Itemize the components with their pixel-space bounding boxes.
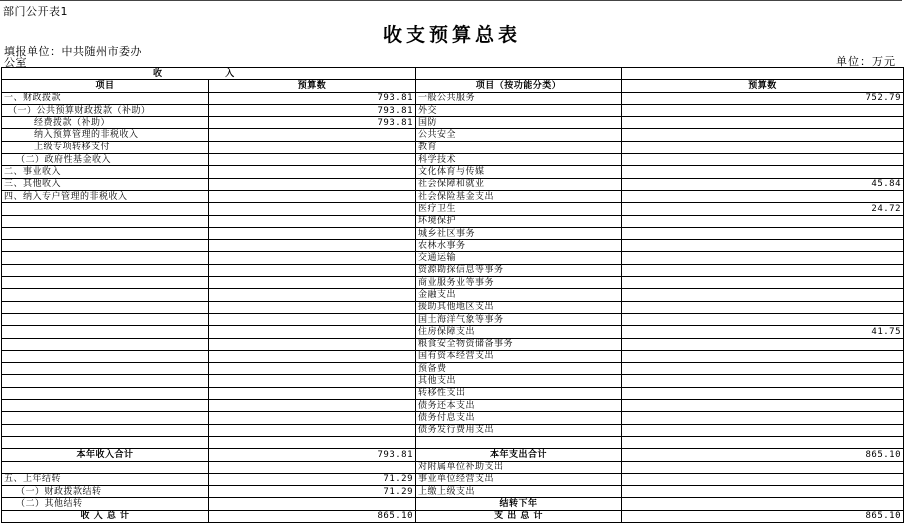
income-value-cell <box>209 129 416 141</box>
income-value-cell <box>209 166 416 178</box>
income-item-cell <box>2 363 209 375</box>
expense-item-cell: 商业服务业等事务 <box>416 277 622 289</box>
table-row <box>2 313 904 325</box>
expense-value-cell <box>622 436 904 448</box>
expense-item-cell: 外交 <box>416 104 622 116</box>
table-row <box>2 104 904 116</box>
grand-expense-value: 865.10 <box>622 510 904 522</box>
income-item-cell <box>2 350 209 362</box>
table-row <box>2 498 904 510</box>
table-row <box>2 252 904 264</box>
income-item-cell: 上级专项转移支付 <box>2 141 209 153</box>
income-value-cell: 793.81 <box>209 92 416 104</box>
col-header-item-func: 项目（按功能分类） <box>416 80 622 92</box>
expense-item-cell: 公共安全 <box>416 129 622 141</box>
income-value-cell: 793.81 <box>209 117 416 129</box>
expense-item-cell: 粮食安全物资储备事务 <box>416 338 622 350</box>
table-row <box>2 178 904 190</box>
income-item-cell <box>2 326 209 338</box>
expense-item-cell: 转移性支出 <box>416 387 622 399</box>
income-value-cell <box>209 313 416 325</box>
table-row <box>2 436 904 448</box>
expense-value-cell: 41.75 <box>622 326 904 338</box>
income-value-cell <box>209 301 416 313</box>
table-row <box>2 326 904 338</box>
annual-totals-row <box>2 449 904 461</box>
income-value-cell <box>209 141 416 153</box>
expense-item-cell: 预备费 <box>416 363 622 375</box>
table-row <box>2 240 904 252</box>
expense-value-cell <box>622 338 904 350</box>
expense-item-cell: 国有资本经营支出 <box>416 350 622 362</box>
expense-value-cell <box>622 350 904 362</box>
table-row <box>2 277 904 289</box>
reporting-unit <box>4 46 142 68</box>
expense-item-cell: 环境保护 <box>416 215 622 227</box>
income-value-cell <box>209 190 416 202</box>
budget-table <box>1 67 904 523</box>
income-item-cell: 三、其他收入 <box>2 178 209 190</box>
income-header-row <box>2 68 904 80</box>
expense-value-cell <box>622 240 904 252</box>
expense-item-cell: 国防 <box>416 117 622 129</box>
income-value-cell: 71.29 <box>209 486 416 498</box>
expense-item-cell: 科学技术 <box>416 154 622 166</box>
income-value-cell <box>209 240 416 252</box>
income-value-cell <box>209 338 416 350</box>
expense-value-cell <box>622 313 904 325</box>
table-row <box>2 92 904 104</box>
expense-value-cell <box>622 387 904 399</box>
income-value-cell <box>209 350 416 362</box>
expense-item-cell: 住房保障支出 <box>416 326 622 338</box>
total-expense-value: 865.10 <box>622 449 904 461</box>
income-value-cell <box>209 326 416 338</box>
grand-expense-label: 支 出 总 计 <box>416 510 622 522</box>
income-item-cell <box>2 203 209 215</box>
expense-value-cell <box>622 486 904 498</box>
expense-item-cell: 教育 <box>416 141 622 153</box>
expense-value-cell <box>622 400 904 412</box>
grand-income-value: 865.10 <box>209 510 416 522</box>
col-header-budget: 预算数 <box>209 80 416 92</box>
income-item-cell <box>2 400 209 412</box>
income-item-cell: 经费拨款（补助） <box>2 117 209 129</box>
expense-value-cell <box>622 141 904 153</box>
expense-value-cell <box>622 252 904 264</box>
table-row <box>2 486 904 498</box>
income-value-cell <box>209 289 416 301</box>
table-row <box>2 412 904 424</box>
reporting-unit-line1: 填报单位：中共随州市委办 <box>4 45 142 58</box>
expense-item-cell: 其他支出 <box>416 375 622 387</box>
expense-item-cell: 农林水事务 <box>416 240 622 252</box>
income-item-cell: 二、事业收入 <box>2 166 209 178</box>
income-value-cell <box>209 375 416 387</box>
income-value-cell <box>209 252 416 264</box>
total-income-label: 本年收入合计 <box>2 449 209 461</box>
table-row <box>2 375 904 387</box>
expense-value-cell <box>622 498 904 510</box>
income-item-cell <box>2 252 209 264</box>
table-row <box>2 473 904 485</box>
expense-value-cell: 752.79 <box>622 92 904 104</box>
expense-value-cell <box>622 375 904 387</box>
income-value-cell <box>209 203 416 215</box>
expense-value-cell <box>622 227 904 239</box>
income-value-cell <box>209 227 416 239</box>
expense-value-cell <box>622 461 904 473</box>
expense-item-cell: 结转下年 <box>416 498 622 510</box>
report-title: 收支预算总表 <box>382 24 521 46</box>
total-expense-label: 本年支出合计 <box>416 449 622 461</box>
expense-item-cell: 文化体育与传媒 <box>416 166 622 178</box>
income-header: 收 入 <box>2 68 416 80</box>
table-row <box>2 154 904 166</box>
income-value-cell: 793.81 <box>209 104 416 116</box>
expense-item-cell: 国土海洋气象等事务 <box>416 313 622 325</box>
income-item-cell <box>2 277 209 289</box>
col-header-budget2: 预算数 <box>622 80 904 92</box>
expense-item-cell: 医疗卫生 <box>416 203 622 215</box>
income-item-cell <box>2 338 209 350</box>
income-value-cell <box>209 424 416 436</box>
expense-value-cell <box>622 412 904 424</box>
table-row <box>2 117 904 129</box>
expense-value-cell <box>622 473 904 485</box>
grand-totals-row <box>2 510 904 522</box>
expense-item-cell: 社会保障和就业 <box>416 178 622 190</box>
table-row <box>2 400 904 412</box>
income-item-cell: 五、上年结转 <box>2 473 209 485</box>
expense-item-cell: 交通运输 <box>416 252 622 264</box>
currency-unit: 单位：万元 <box>836 55 896 68</box>
table-row <box>2 301 904 313</box>
expense-value-cell <box>622 215 904 227</box>
income-value-cell <box>209 400 416 412</box>
income-item-cell <box>2 424 209 436</box>
expense-value-cell <box>622 363 904 375</box>
income-item-cell <box>2 227 209 239</box>
expense-item-cell: 金融支出 <box>416 289 622 301</box>
table-row <box>2 215 904 227</box>
col-header-item: 项目 <box>2 80 209 92</box>
table-row <box>2 338 904 350</box>
expense-value-cell <box>622 301 904 313</box>
expense-value-cell: 24.72 <box>622 203 904 215</box>
top-border-line <box>0 0 902 1</box>
income-item-cell <box>2 375 209 387</box>
income-item-cell: （一）财政拨款结转 <box>2 486 209 498</box>
income-item-cell: （一）公共预算财政拨款（补助） <box>2 104 209 116</box>
expense-value-cell <box>622 104 904 116</box>
income-value-cell <box>209 461 416 473</box>
income-item-cell <box>2 301 209 313</box>
table-row <box>2 190 904 202</box>
income-item-cell <box>2 215 209 227</box>
income-item-cell: 四、纳入专户管理的非税收入 <box>2 190 209 202</box>
table-row <box>2 363 904 375</box>
table-row <box>2 387 904 399</box>
table-row <box>2 424 904 436</box>
expense-value-cell <box>622 424 904 436</box>
expense-value-cell <box>622 129 904 141</box>
expense-value-cell <box>622 154 904 166</box>
expense-item-cell: 城乡社区事务 <box>416 227 622 239</box>
income-item-cell <box>2 240 209 252</box>
expense-item-cell: 对附属单位补助支出 <box>416 461 622 473</box>
total-income-value: 793.81 <box>209 449 416 461</box>
expense-value-cell <box>622 277 904 289</box>
income-value-cell <box>209 264 416 276</box>
income-value-cell <box>209 178 416 190</box>
expense-value-cell <box>622 117 904 129</box>
expense-item-cell: 援助其他地区支出 <box>416 301 622 313</box>
expense-item-cell: 上缴上级支出 <box>416 486 622 498</box>
income-value-cell <box>209 412 416 424</box>
reporting-unit-line2: 公室 <box>4 56 27 69</box>
table-row <box>2 129 904 141</box>
expense-value-cell <box>622 190 904 202</box>
table-row <box>2 166 904 178</box>
header-blank-right <box>622 68 904 80</box>
income-value-cell <box>209 363 416 375</box>
income-value-cell <box>209 387 416 399</box>
income-value-cell <box>209 215 416 227</box>
income-item-cell: （二）政府性基金收入 <box>2 154 209 166</box>
expense-value-cell: 45.84 <box>622 178 904 190</box>
table-row <box>2 350 904 362</box>
expense-item-cell <box>416 436 622 448</box>
document-label: 部门公开表1 <box>3 5 68 18</box>
table-row <box>2 203 904 215</box>
table-row <box>2 141 904 153</box>
income-item-cell <box>2 264 209 276</box>
table-row <box>2 461 904 473</box>
income-item-cell <box>2 436 209 448</box>
expense-item-cell: 资源勘探信息等事务 <box>416 264 622 276</box>
income-item-cell <box>2 461 209 473</box>
table-row <box>2 227 904 239</box>
income-value-cell <box>209 436 416 448</box>
column-header-row <box>2 80 904 92</box>
income-item-cell: （二）其他结转 <box>2 498 209 510</box>
income-item-cell <box>2 289 209 301</box>
expense-value-cell <box>622 264 904 276</box>
table-row <box>2 264 904 276</box>
income-item-cell <box>2 313 209 325</box>
income-item-cell: 纳入预算管理的非税收入 <box>2 129 209 141</box>
income-value-cell <box>209 154 416 166</box>
table-row <box>2 289 904 301</box>
income-value-cell: 71.29 <box>209 473 416 485</box>
expense-item-cell: 债务发行费用支出 <box>416 424 622 436</box>
expense-item-cell: 债务付息支出 <box>416 412 622 424</box>
income-value-cell <box>209 498 416 510</box>
income-value-cell <box>209 277 416 289</box>
income-item-cell <box>2 412 209 424</box>
expense-value-cell <box>622 289 904 301</box>
grand-income-label: 收 入 总 计 <box>2 510 209 522</box>
expense-item-cell: 债务还本支出 <box>416 400 622 412</box>
expense-item-cell: 事业单位经营支出 <box>416 473 622 485</box>
expense-item-cell: 社会保险基金支出 <box>416 190 622 202</box>
expense-item-cell: 一般公共服务 <box>416 92 622 104</box>
income-item-cell: 一、财政拨款 <box>2 92 209 104</box>
expense-value-cell <box>622 166 904 178</box>
header-blank-left <box>416 68 622 80</box>
income-item-cell <box>2 387 209 399</box>
